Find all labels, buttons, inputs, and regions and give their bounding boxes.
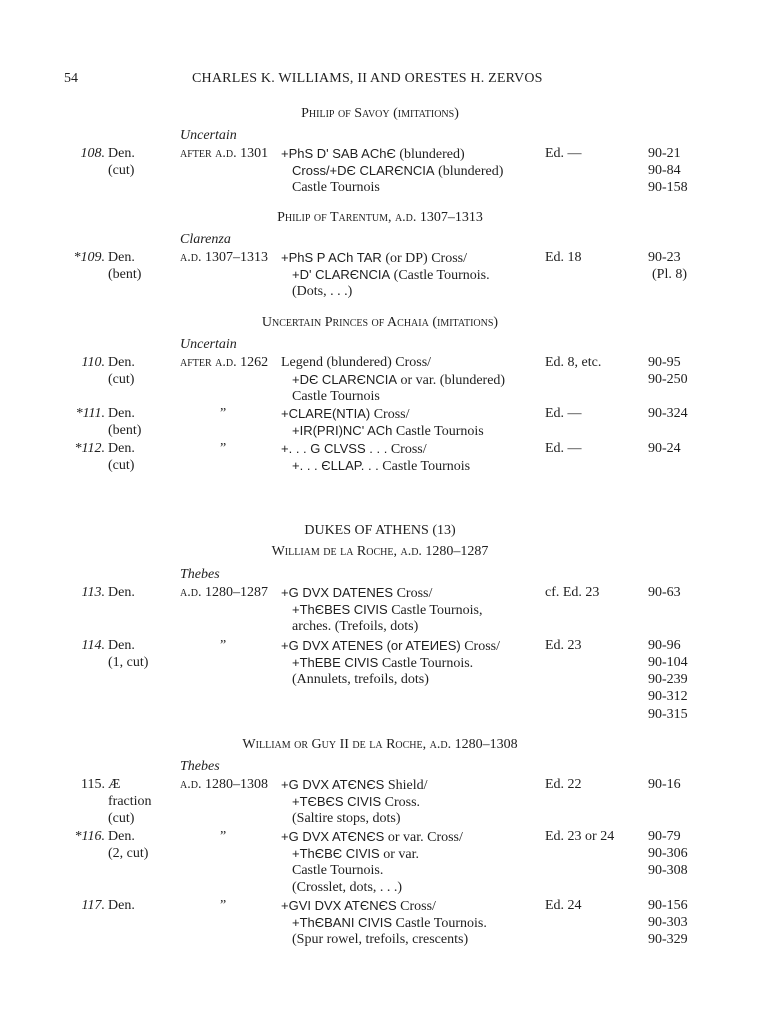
entry-number: 114. xyxy=(81,638,105,653)
denomination-detail: fraction xyxy=(108,794,152,809)
condition: (bent) xyxy=(108,423,142,438)
legend-note: (blundered) xyxy=(399,147,465,162)
inventory-number: 90-303 xyxy=(648,915,688,930)
entry-number: *111. xyxy=(75,406,105,421)
ditto-mark: ” xyxy=(220,638,227,653)
inventory-number: 90-21 xyxy=(648,146,681,161)
ditto-mark: ” xyxy=(220,406,227,421)
legend-text: +ThЄBЄ CIVIS xyxy=(292,846,380,861)
inventory-number: 90-156 xyxy=(648,898,688,913)
legend-text: Cross/+DЄ CLARЄNCIA xyxy=(292,163,435,178)
condition: (cut) xyxy=(108,163,135,178)
inventory-number: 90-250 xyxy=(648,372,688,387)
inventory-number: 90-23 xyxy=(648,250,681,265)
legend-note: Cross/ xyxy=(396,586,433,601)
type-description: Castle Tournois. xyxy=(292,863,384,878)
inventory-number: 90-95 xyxy=(648,355,681,370)
inventory-number: 90-104 xyxy=(648,655,688,670)
condition: (1, cut) xyxy=(108,655,149,670)
chapter-heading-dukes-of-athens: DUKES OF ATHENS (13) xyxy=(304,523,456,538)
legend-text: +PhS P ACh TAR xyxy=(281,250,382,265)
condition: (bent) xyxy=(108,267,142,282)
obverse-legend xyxy=(281,776,428,794)
entry-number: *116. xyxy=(74,829,105,844)
legend-text: +G DVX DATENES xyxy=(281,585,394,600)
obverse-legend xyxy=(281,637,500,655)
date-range: after a.d. 1262 xyxy=(180,355,269,370)
type-description: (Spur rowel, trefoils, crescents) xyxy=(292,932,469,947)
condition: (2, cut) xyxy=(108,846,149,861)
reverse-legend xyxy=(292,457,470,475)
reverse-legend xyxy=(292,845,419,863)
legend-note: Castle Tournois xyxy=(395,424,484,439)
reference: Ed. 18 xyxy=(545,250,582,265)
plate-reference: (Pl. 8) xyxy=(652,267,687,282)
mint-name: Thebes xyxy=(180,567,220,582)
legend-note: Cross. xyxy=(384,795,421,810)
inventory-number: 90-63 xyxy=(648,585,681,600)
entry-number: 108. xyxy=(80,146,105,161)
denomination: Den. xyxy=(108,146,135,161)
condition: (cut) xyxy=(108,458,135,473)
legend-note: (blundered) xyxy=(438,164,504,179)
reverse-legend xyxy=(292,654,473,672)
legend-text: +. . . ЄLLAP. . . xyxy=(292,458,379,473)
date-range: a.d. 1307–1313 xyxy=(180,250,268,265)
type-description: arches. (Trefoils, dots) xyxy=(292,619,419,634)
condition: (cut) xyxy=(108,372,135,387)
inventory-number: 90-24 xyxy=(648,441,681,456)
inventory-number: 90-96 xyxy=(648,638,681,653)
entry-number: 115. xyxy=(81,777,105,792)
obverse-legend xyxy=(281,584,432,602)
legend-note: Cross/ xyxy=(390,442,427,457)
inventory-number: 90-312 xyxy=(648,689,688,704)
denomination: Æ xyxy=(108,777,121,792)
reference: Ed. 24 xyxy=(545,898,582,913)
obverse-legend xyxy=(281,897,436,915)
legend-note: Cross/ xyxy=(464,639,501,654)
entry-number: 117. xyxy=(81,898,105,913)
inventory-number: 90-308 xyxy=(648,863,688,878)
denomination: Den. xyxy=(108,250,135,265)
inventory-number: 90-329 xyxy=(648,932,688,947)
reference: Ed. — xyxy=(545,146,582,161)
page-number: 54 xyxy=(64,71,78,86)
reference: Ed. 23 xyxy=(545,638,582,653)
section-heading-william-de-la-roche: William de la Roche, a.d. 1280–1287 xyxy=(271,544,489,559)
entry-number: *112. xyxy=(74,441,105,456)
legend-text: +PhS D' SAB AChЄ xyxy=(281,146,396,161)
denomination: Den. xyxy=(108,638,135,653)
reference: Ed. — xyxy=(545,441,582,456)
obverse-legend xyxy=(281,145,465,163)
mint-name: Clarenza xyxy=(180,232,231,247)
type-description: (Dots, . . .) xyxy=(292,284,353,299)
obverse-legend xyxy=(281,440,427,458)
inventory-number: 90-324 xyxy=(648,406,688,421)
legend-note: or var. (blundered) xyxy=(400,373,506,388)
legend-text: +DЄ CLARЄNCIA xyxy=(292,372,398,387)
reference: Ed. 8, etc. xyxy=(545,355,602,370)
inventory-number: 90-158 xyxy=(648,180,688,195)
denomination: Den. xyxy=(108,355,135,370)
date-range: after a.d. 1301 xyxy=(180,146,269,161)
denomination: Den. xyxy=(108,406,135,421)
reverse-legend xyxy=(292,266,490,284)
obverse-legend: Legend (blundered) Cross/ xyxy=(281,355,432,370)
legend-note: Castle Tournois. xyxy=(395,916,487,931)
date-range: a.d. 1280–1308 xyxy=(180,777,268,792)
entry-number: *109. xyxy=(73,250,105,265)
legend-text: +GVI DVX ATЄNЄS xyxy=(281,898,397,913)
inventory-number: 90-16 xyxy=(648,777,681,792)
denomination: Den. xyxy=(108,829,135,844)
reverse-legend xyxy=(292,793,420,811)
denomination: Den. xyxy=(108,898,135,913)
legend-text: +IR(PRI)NC' ACh xyxy=(292,423,393,438)
legend-text: +TЄBЄS CIVIS xyxy=(292,794,382,809)
section-heading-william-or-guy: William or Guy II de la Roche, a.d. 1280–1308 xyxy=(242,737,518,752)
reverse-legend xyxy=(292,601,483,619)
legend-note: or var. Cross/ xyxy=(387,830,463,845)
legend-text: +D' CLARЄNCIA xyxy=(292,267,391,282)
inventory-number: 90-315 xyxy=(648,707,688,722)
condition: (cut) xyxy=(108,811,135,826)
denomination: Den. xyxy=(108,585,135,600)
legend-note: Shield/ xyxy=(387,778,428,793)
section-heading-philip-tarentum: Philip of Tarentum, a.d. 1307–1313 xyxy=(277,210,483,225)
type-description: Castle Tournois xyxy=(292,389,380,404)
entry-number: 113. xyxy=(81,585,105,600)
legend-note: Cross/ xyxy=(373,407,410,422)
mint-name: Uncertain xyxy=(180,128,237,143)
obverse-legend xyxy=(281,405,410,423)
mint-name: Thebes xyxy=(180,759,220,774)
legend-note: or var. xyxy=(383,847,419,862)
date-range: a.d. 1280–1287 xyxy=(180,585,268,600)
legend-note: Cross/ xyxy=(400,899,436,914)
reverse-legend xyxy=(292,162,503,180)
type-description: Castle Tournois xyxy=(292,180,380,195)
legend-text: +. . . G CLVSS . . . xyxy=(281,441,388,456)
legend-text: +ThЄBES CIVIS xyxy=(292,602,388,617)
ditto-mark: ” xyxy=(220,829,227,844)
ditto-mark: ” xyxy=(220,441,227,456)
reverse-legend xyxy=(292,422,484,440)
legend-text: +CLARE(NTIA) xyxy=(281,406,371,421)
inventory-number: 90-239 xyxy=(648,672,688,687)
reverse-legend xyxy=(292,371,505,389)
legend-note: (Castle Tournois. xyxy=(393,268,490,283)
section-heading-philip-savoy: Philip of Savoy (imitations) xyxy=(301,106,459,121)
inventory-number: 90-306 xyxy=(648,846,688,861)
legend-text: +ThEBE CIVIS xyxy=(292,655,379,670)
legend-text: +G DVX ATENES (or ATEИES) xyxy=(281,638,461,653)
inventory-number: 90-84 xyxy=(648,163,681,178)
legend-note: Castle Tournois. xyxy=(381,656,474,671)
denomination: Den. xyxy=(108,441,135,456)
type-description: (Crosslet, dots, . . .) xyxy=(292,880,403,895)
reference: Ed. 23 or 24 xyxy=(545,829,615,844)
reference: Ed. — xyxy=(545,406,582,421)
mint-name: Uncertain xyxy=(180,337,237,352)
ditto-mark: ” xyxy=(220,898,227,913)
obverse-legend xyxy=(281,249,467,267)
legend-note: Castle Tournois xyxy=(382,459,471,474)
obverse-legend xyxy=(281,828,463,846)
reference: cf. Ed. 23 xyxy=(545,585,600,600)
legend-note: (or DP) Cross/ xyxy=(385,251,467,266)
entry-number: 110. xyxy=(81,355,105,370)
inventory-number: 90-79 xyxy=(648,829,681,844)
legend-text: +G DVX ATЄNЄS xyxy=(281,777,385,792)
section-heading-uncertain-princes: Uncertain Princes of Achaia (imitations) xyxy=(261,315,499,330)
reference: Ed. 22 xyxy=(545,777,582,792)
running-head: CHARLES K. WILLIAMS, II AND ORESTES H. ZERVOS xyxy=(192,71,543,86)
legend-note: Castle Tournois, xyxy=(391,603,483,618)
legend-text: +G DVX ATЄNЄS xyxy=(281,829,385,844)
type-description: (Saltire stops, dots) xyxy=(292,811,401,826)
legend-text: +ThЄBANI CIVIS xyxy=(292,915,393,930)
type-description: (Annulets, trefoils, dots) xyxy=(292,672,429,687)
reverse-legend xyxy=(292,914,487,932)
